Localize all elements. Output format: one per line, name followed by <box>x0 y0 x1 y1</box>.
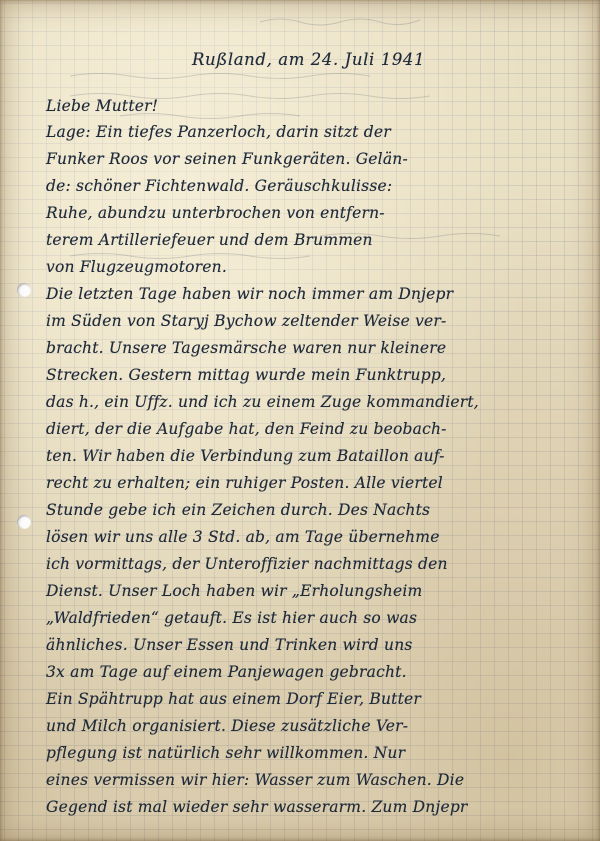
letter-line: ähnliches. Unser Essen und Trinken wird uns <box>46 636 413 654</box>
letter-line: von Flugzeugmotoren. <box>46 258 227 276</box>
letter-line: de: schöner Fichtenwald. Geräuschkulisse: <box>46 177 393 195</box>
letter-line: ich vormittags, der Unteroffizier nachmittags den <box>46 555 448 573</box>
letter-line: Stunde gebe ich ein Zeichen durch. Des Nachts <box>46 501 431 519</box>
letter-line: eines vermissen wir hier: Wasser zum Waschen. Die <box>46 771 465 789</box>
letter-line: das h., ein Uffz. und ich zu einem Zuge kommandiert, <box>46 393 479 411</box>
letter-line: terem Artilleriefeuer und dem Brummen <box>46 231 373 249</box>
letter-line: recht zu erhalten; ein ruhiger Posten. Alle viertel <box>46 474 443 492</box>
letter-line: Ein Spähtrupp hat aus einem Dorf Eier, Butter <box>46 690 421 708</box>
letter-line: Lage: Ein tiefes Panzerloch, darin sitzt der <box>46 123 391 141</box>
letter-line: 3x am Tage auf einem Panjewagen gebracht. <box>46 663 407 681</box>
letter-line: diert, der die Aufgabe hat, den Feind zu beobach- <box>46 420 447 438</box>
letter-dateline: Rußland, am 24. Juli 1941 <box>192 50 426 69</box>
letter-line: pflegung ist natürlich sehr willkommen. Nur <box>46 744 406 762</box>
letter-line: ten. Wir haben die Verbindung zum Bataillon auf- <box>46 447 445 465</box>
letter-line: Strecken. Gestern mittag wurde mein Funktrupp, <box>46 366 447 384</box>
letter-line: Ruhe, abundzu unterbrochen von entfern- <box>46 204 385 222</box>
letter-line: bracht. Unsere Tagesmärsche waren nur kleinere <box>46 339 447 357</box>
letter-line: und Milch organisiert. Diese zusätzliche Ver- <box>46 717 409 735</box>
letter-line: im Süden von Staryj Bychow zeltender Weise ver- <box>46 312 447 330</box>
letter-line: Die letzten Tage haben wir noch immer am Dnjepr <box>46 285 454 303</box>
letter-line: Dienst. Unser Loch haben wir „Erholungsheim <box>46 582 423 600</box>
letter-line: Gegend ist mal wieder sehr wasserarm. Zum Dnjepr <box>46 798 468 816</box>
letter-line: „Waldfrieden“ getauft. Es ist hier auch so was <box>46 609 418 627</box>
letter-salutation: Liebe Mutter! <box>46 97 159 115</box>
letter-line: Funker Roos vor seinen Funkgeräten. Gelän- <box>46 150 408 168</box>
letter-line: lösen wir uns alle 3 Std. ab, am Tage übernehme <box>46 528 440 546</box>
